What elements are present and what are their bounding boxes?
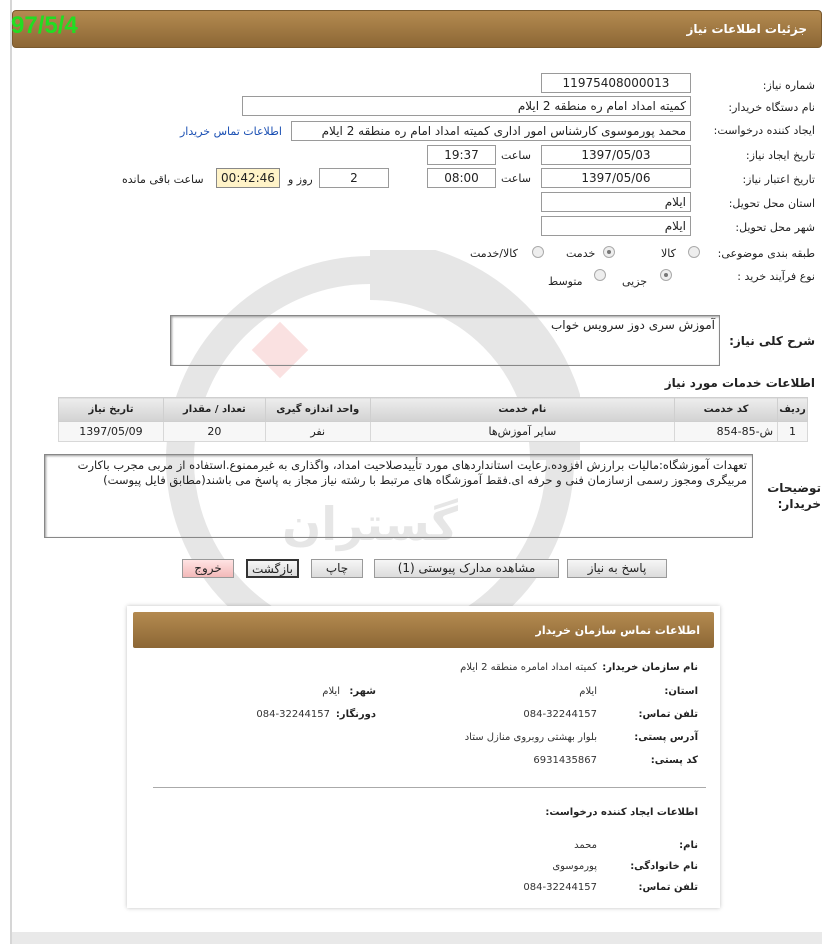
col-service-code: کد خدمت: [675, 398, 778, 422]
services-header-row: [59, 398, 808, 422]
address-label: آدرس پستی:: [634, 732, 698, 743]
contact-panel: [127, 606, 720, 908]
attachments-button[interactable]: مشاهده مدارک پیوستی (1): [374, 559, 559, 578]
back-button[interactable]: بازگشت: [246, 559, 299, 578]
creator-info-title: اطلاعات ایجاد کننده درخواست:: [545, 807, 698, 818]
buyer-contact-link[interactable]: اطلاعات تماس خریدار: [180, 125, 282, 138]
footer-strip: [12, 932, 822, 944]
address-value: بلوار بهشتی روبروی منازل ستاد: [464, 732, 597, 743]
svg-text:گستران: گستران: [282, 497, 458, 551]
creator-family-value: پورموسوی: [552, 861, 597, 872]
buyer-field: کمیته امداد امام ره منطقه 2 ایلام: [242, 96, 691, 116]
remaining-time-field: 00:42:46: [216, 168, 280, 188]
buyer-notes-label: توضیحات خریدار:: [767, 481, 821, 511]
org-label: نام سازمان خریدار:: [602, 662, 698, 673]
purchase-partial-label: جزیی: [622, 275, 648, 288]
province-label: استان محل تحویل:: [728, 197, 815, 210]
need-number-field: 11975408000013: [541, 73, 691, 93]
province-contact-label: استان:: [664, 686, 698, 697]
purchase-medium-radio[interactable]: [594, 269, 606, 281]
phone-label: تلفن تماس:: [638, 709, 698, 720]
cell-need-date: 1397/05/09: [59, 422, 164, 442]
fax-label: دورنگار:: [335, 709, 376, 720]
creator-phone-label: تلفن تماس:: [638, 882, 698, 893]
reply-button[interactable]: پاسخ به نیاز: [567, 559, 667, 578]
category-service-radio[interactable]: [603, 246, 615, 258]
phone-value: 084-32244157: [523, 709, 597, 720]
page-header: [12, 10, 822, 48]
services-table: [58, 397, 808, 442]
city-label: شهر محل تحویل:: [735, 221, 815, 234]
summary-label: شرح کلی نیاز:: [729, 334, 815, 348]
city-field: ایلام: [541, 216, 691, 236]
province-field: ایلام: [541, 192, 691, 212]
org-value: کمیته امداد امامره منطقه 2 ایلام: [460, 662, 597, 673]
buyer-notes-textarea[interactable]: [44, 454, 753, 538]
buyer-label: نام دستگاه خریدار:: [728, 101, 815, 114]
cell-quantity: 20: [163, 422, 265, 442]
validity-date-label: تاریخ اعتبار نیاز:: [742, 173, 815, 186]
created-date-field: 1397/05/03: [541, 145, 691, 165]
cell-row-number: 1: [778, 422, 808, 442]
creator-field: محمد پورموسوی کارشناس امور اداری کمیته امداد امام ره منطقه 2 ایلام: [291, 121, 691, 141]
date-stamp: 97/5/4: [11, 12, 78, 39]
col-quantity: تعداد / مقدار: [163, 398, 265, 422]
postal-label: کد پستی:: [650, 755, 698, 766]
city-contact-label: شهر:: [349, 686, 376, 697]
creator-phone-value: 084-32244157: [523, 882, 597, 893]
validity-date-field: 1397/05/06: [541, 168, 691, 188]
summary-text: آموزش سری دوز سرویس خواب: [550, 318, 715, 332]
creator-family-label: نام خانوادگی:: [630, 861, 698, 872]
cell-unit: نفر: [265, 422, 370, 442]
table-row: [59, 422, 808, 442]
purchase-type-label: نوع فرآیند خرید :: [737, 270, 815, 283]
col-service-name: نام خدمت: [370, 398, 674, 422]
validity-time-label: ساعت: [501, 172, 531, 185]
category-goods-radio[interactable]: [688, 246, 700, 258]
creator-label: ایجاد کننده درخواست:: [713, 124, 815, 137]
col-need-date: تاریخ نیاز: [59, 398, 164, 422]
created-date-label: تاریخ ایجاد نیاز:: [745, 149, 815, 162]
days-field: 2: [319, 168, 389, 188]
purchase-medium-label: متوسط: [548, 275, 583, 288]
category-goods-service-radio[interactable]: [532, 246, 544, 258]
category-goods-service-label: کالا/خدمت: [470, 247, 518, 260]
cell-service-code: ش-85-854: [675, 422, 778, 442]
purchase-partial-radio[interactable]: [660, 269, 672, 281]
remaining-label: ساعت باقی مانده: [122, 173, 204, 186]
contact-panel-title: اطلاعات تماس سازمان خریدار: [535, 624, 700, 637]
validity-time-field: 08:00: [427, 168, 496, 188]
buyer-notes-text: تعهدات آموزشگاه:مالیات برارزش افزوده.رعایت استانداردهای مورد تأییدصلاحیت امداد، واگذاری به غیرممنوع.استفاده از مربی مجرب باکارت مربیگری ومجوز رسمی ازسازمان فنی و حرفه ای.فقط آموزشگاه های مرتبط با رشته نیاز مجاز به پاسخ می باشند(مطابق فایل پیوست): [77, 458, 747, 487]
city-contact-value: ایلام: [322, 686, 340, 697]
services-title: اطلاعات خدمات مورد نیاز: [664, 376, 815, 390]
col-row-number: ردیف: [778, 398, 808, 422]
category-label: طبقه بندی موضوعی:: [717, 247, 815, 260]
category-service-label: خدمت: [566, 247, 596, 260]
province-contact-value: ایلام: [579, 686, 597, 697]
exit-button[interactable]: خروج: [182, 559, 234, 578]
created-time-field: 19:37: [427, 145, 496, 165]
cell-service-name: سایر آموزش‌ها: [370, 422, 674, 442]
category-goods-label: کالا: [661, 247, 676, 260]
postal-value: 6931435867: [533, 755, 597, 766]
creator-name-value: محمد: [574, 840, 597, 851]
created-time-label: ساعت: [501, 149, 531, 162]
fax-value: 084-32244157: [256, 709, 330, 720]
summary-textarea[interactable]: [170, 315, 720, 366]
contact-divider: [153, 787, 706, 788]
contact-panel-header: [133, 612, 714, 648]
page-title: جزئیات اطلاعات نیاز: [686, 22, 807, 36]
creator-name-label: نام:: [679, 840, 698, 851]
days-label: روز و: [288, 173, 313, 186]
print-button[interactable]: چاپ: [311, 559, 363, 578]
left-border: [10, 0, 12, 944]
col-unit: واحد اندازه گیری: [265, 398, 370, 422]
need-number-label: شماره نیاز:: [762, 79, 815, 92]
